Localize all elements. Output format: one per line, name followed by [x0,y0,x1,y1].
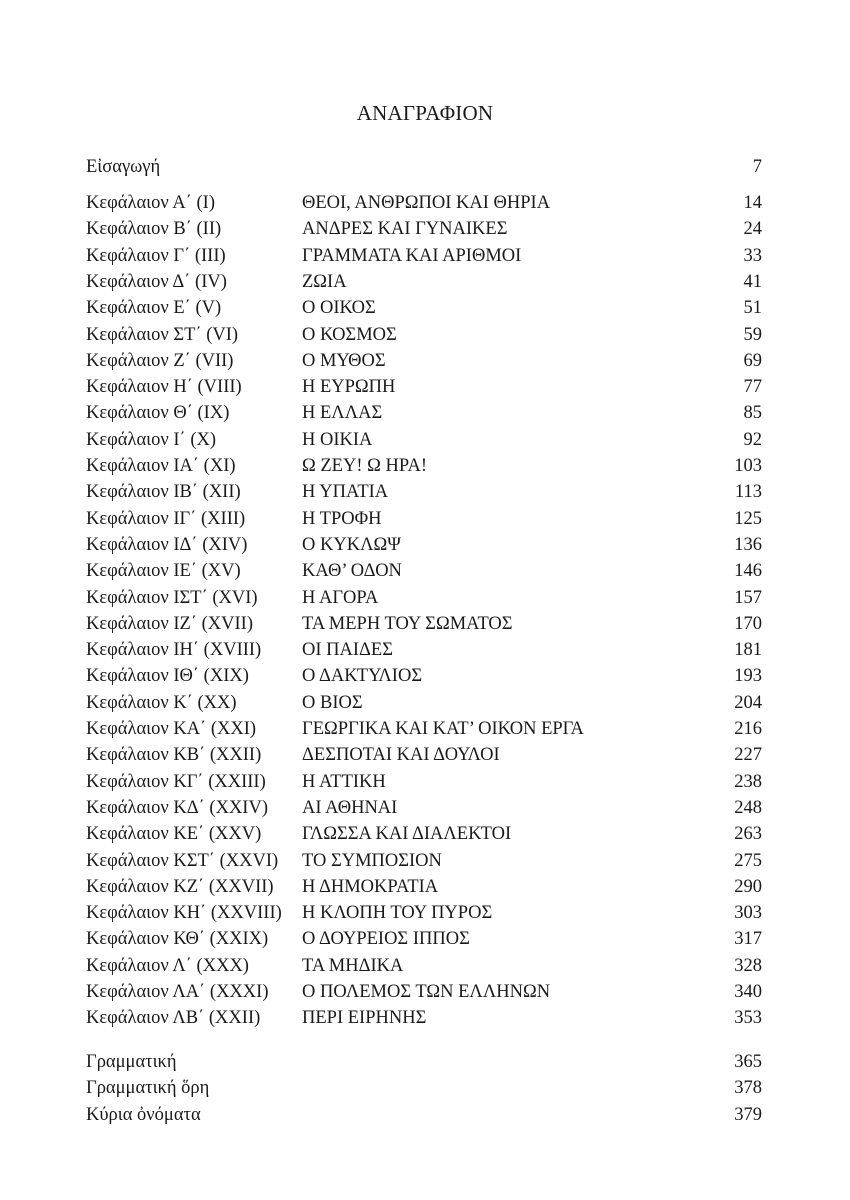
toc-chapter-row [86,611,762,637]
toc-chapter-row [86,953,762,979]
chapter-label: Κεφάλαιον ΙΒ΄ (XII) [86,482,241,503]
chapter-title: ΟΙ ΠΑΙΔΕΣ [302,640,393,661]
toc-page-number: 170 [734,613,762,634]
chapter-label: Κεφάλαιον ΚΑ΄ (XXI) [86,719,257,739]
chapter-label: Κεφάλαιον ΚΒ΄ (XXII) [86,745,262,766]
toc-page-number: 113 [734,482,762,503]
toc-page-number: 328 [734,955,762,976]
chapter-title: Ο ΟΙΚΟΣ [302,298,376,319]
appendix-label: Γραμματική ὅρη [86,1078,210,1099]
toc-page-number: 290 [734,876,762,897]
toc-chapter-row [86,374,762,400]
chapter-title: ΤΑ ΜΗΔΙΚΑ [302,955,404,976]
chapter-label: Κεφάλαιον Γ΄ (III) [86,245,226,266]
toc-page-number: 379 [734,1104,762,1125]
chapter-label: Κεφάλαιον Δ΄ (IV) [86,271,227,292]
toc-page-number: 85 [743,403,762,424]
chapter-title: Η ΑΓΟΡΑ [302,587,379,608]
toc-chapter-row [86,1005,762,1031]
toc-page-number: 317 [734,929,762,950]
chapter-title: ΠΕΡΙ ΕΙΡΗΝΗΣ [302,1008,427,1029]
chapter-label: Κεφάλαιον Ζ΄ (VII) [86,350,234,371]
toc-chapter-row [86,663,762,689]
chapter-title: ΑΝΔΡΕΣ ΚΑΙ ΓΥΝΑΙΚΕΣ [302,219,508,240]
chapter-label: Κεφάλαιον ΙΑ΄ (XI) [86,456,236,476]
toc-page-number: 227 [734,745,762,766]
chapter-title: Η ΔΗΜΟΚΡΑΤΙΑ [302,876,439,897]
toc-appendix-row [86,1102,762,1128]
toc-chapter-row [86,821,762,847]
chapter-label: Κεφάλαιον Κ΄ (XX) [86,692,237,713]
chapter-title: Ο ΔΟΥΡΕΙΟΣ ΙΠΠΟΣ [302,929,470,950]
chapter-title: Ο ΜΥΘΟΣ [302,350,386,371]
chapter-title: ΤΟ ΣΥΜΠΟΣΙΟΝ [302,850,442,871]
chapter-label: Κεφάλαιον ΙΓ΄ (XIII) [86,508,246,529]
chapter-label: Κεφάλαιον ΚΣΤ΄ (XXVI) [86,850,279,871]
chapter-title: ΓΕΩΡΓΙΚΑ ΚΑΙ ΚΑΤ’ ΟΙΚΟΝ ΕΡΓΑ [302,719,584,739]
chapter-label: Κεφάλαιον Ι΄ (X) [86,429,217,450]
toc-intro-row [86,154,762,180]
chapter-label: Κεφάλαιον ΙΖ΄ (XVII) [86,613,253,634]
toc-page-number: 275 [734,850,762,871]
toc-chapter-row [86,690,762,716]
chapter-label: Κεφάλαιον ΚΖ΄ (XXVII) [86,876,274,897]
chapter-title: Η ΕΛΛΑΣ [302,403,383,424]
toc-page-number: 146 [734,561,762,582]
chapter-title: Η ΑΤΤΙΚΗ [302,771,386,792]
toc-chapter-row [86,769,762,795]
toc-chapter-row [86,216,762,242]
toc-chapter-row [86,716,762,742]
chapter-label: Κεφάλαιον Λ΄ (XXX) [86,955,249,976]
toc-page-number: 33 [743,245,762,266]
chapter-label: Κεφάλαιον ΚΘ΄ (XXIX) [86,929,269,950]
toc-page-number: 353 [734,1008,762,1029]
toc-chapter-row [86,979,762,1005]
toc-chapter-row [86,532,762,558]
chapter-title: ΚΑΘ’ ΟΔΟΝ [302,561,402,582]
chapter-title: Η ΕΥΡΩΠΗ [302,377,396,398]
toc-page-number: 24 [743,219,762,240]
chapter-label: Κεφάλαιον ΚΓ΄ (XXIII) [86,771,266,792]
chapter-label: Κεφάλαιον Θ΄ (IX) [86,403,230,424]
toc-chapter-row [86,848,762,874]
chapter-title: Η ΤΡΟΦΗ [302,508,382,529]
chapter-title: ΓΡΑΜΜΑΤΑ ΚΑΙ ΑΡΙΘΜΟΙ [302,245,522,266]
toc-page-number: 136 [734,534,762,555]
chapter-label: Κεφάλαιον ΛΑ΄ (XXXI) [86,982,269,1002]
toc-chapter-row [86,900,762,926]
toc-page-number: 77 [743,377,762,398]
chapter-title: Ο ΠΟΛΕΜΟΣ ΤΩΝ ΕΛΛΗΝΩΝ [302,982,551,1002]
chapter-title: ΖΩΙΑ [302,271,347,292]
chapter-label: Κεφάλαιον Α΄ (I) [86,193,215,213]
chapter-label: Κεφάλαιον Ε΄ (V) [86,298,222,319]
chapter-label: Κεφάλαιον ΙΗ΄ (XVIII) [86,640,262,661]
toc-chapter-row [86,585,762,611]
toc-chapter-row [86,637,762,663]
toc-chapter-row [86,427,762,453]
toc-page-number: 263 [734,824,762,845]
chapter-title: Ο ΒΙΟΣ [302,692,363,713]
toc-chapter-row [86,926,762,952]
chapter-label: Κεφάλαιον ΙΣΤ΄ (XVI) [86,587,258,608]
toc-page-number: 92 [743,429,762,450]
chapter-label: Κεφάλαιον ΙΕ΄ (XV) [86,561,241,582]
toc-chapter-row [86,558,762,584]
toc-page-number: 125 [734,508,762,529]
toc-chapter-row [86,874,762,900]
toc-page-number: 365 [734,1052,762,1072]
toc-page-number: 69 [743,350,762,371]
toc-page-number: 193 [734,666,762,687]
chapter-title: ΔΕΣΠΟΤΑΙ ΚΑΙ ΔΟΥΛΟΙ [302,745,500,766]
toc-page-number: 378 [734,1078,762,1099]
toc-chapter-row [86,506,762,532]
toc-page-number: 303 [734,903,762,924]
toc-appendix-row [86,1075,762,1101]
chapter-title: Η ΟΙΚΙΑ [302,429,373,450]
toc-page-number: 204 [734,692,762,713]
toc-page-number: 51 [743,298,762,319]
toc-chapter-row [86,479,762,505]
toc-page-number: 340 [734,982,762,1002]
toc-chapter-row [86,453,762,479]
chapter-label: Κεφάλαιον ΚΔ΄ (XXIV) [86,797,268,818]
toc-chapter-row [86,795,762,821]
chapter-label: Κεφάλαιον ΣΤ΄ (VI) [86,324,239,345]
toc-chapter-row [86,322,762,348]
toc-page-number: 238 [734,771,762,792]
chapter-label: Κεφάλαιον ΙΘ΄ (XIX) [86,666,249,687]
toc-chapter-row [86,348,762,374]
appendix-label: Γραμματική [86,1052,177,1072]
chapter-title: Ο ΚΥΚΛΩΨ [302,534,401,555]
appendix-label: Κύρια ὀνόματα [86,1104,201,1125]
toc-appendix-row [86,1049,762,1075]
toc-page-number: 157 [734,587,762,608]
chapter-title: Η ΥΠΑΤΙΑ [302,482,389,503]
toc-page-number: 216 [734,719,762,739]
toc-page-number: 7 [752,157,762,177]
page-title: ΑΝΑΓΡΑΦΙΟΝ [356,101,494,125]
chapter-label: Κεφάλαιον ΛΒ΄ (XXII) [86,1008,261,1029]
toc-page-number: 103 [734,456,762,476]
toc-entry-label: Εἰσαγωγή [86,157,161,177]
chapter-title: Ο ΔΑΚΤΥΛΙΟΣ [302,666,423,687]
chapter-title: Ο ΚΟΣΜΟΣ [302,324,397,345]
toc-chapter-row [86,742,762,768]
toc-page-number: 41 [743,271,762,292]
toc-page-number: 14 [743,193,762,213]
toc-chapter-row [86,269,762,295]
chapter-label: Κεφάλαιον Η΄ (VIII) [86,377,242,398]
chapter-title: ΓΛΩΣΣΑ ΚΑΙ ΔΙΑΛΕΚΤΟΙ [302,824,512,845]
chapter-title: Η ΚΛΟΠΗ ΤΟΥ ΠΥΡΟΣ [302,903,493,924]
toc-page-number: 248 [734,797,762,818]
toc-chapter-row [86,400,762,426]
toc-page-number: 181 [734,640,762,661]
toc-chapter-row [86,295,762,321]
chapter-label: Κεφάλαιον ΚΗ΄ (XXVIII) [86,903,282,924]
chapter-title: ΤΑ ΜΕΡΗ ΤΟΥ ΣΩΜΑΤΟΣ [302,613,513,634]
chapter-title: ΘΕΟΙ, ΑΝΘΡΩΠΟΙ ΚΑΙ ΘΗΡΙΑ [302,193,551,213]
chapter-label: Κεφάλαιον ΙΔ΄ (XIV) [86,534,248,555]
chapter-label: Κεφάλαιον ΚΕ΄ (XXV) [86,824,262,845]
toc-chapter-row [86,190,762,216]
toc-page-number: 59 [743,324,762,345]
chapter-title: Ω ΖΕΥ! Ω ΗΡΑ! [302,456,427,476]
toc-chapter-row [86,243,762,269]
chapter-label: Κεφάλαιον Β΄ (II) [86,219,222,240]
chapter-title: ΑΙ ΑΘΗΝΑΙ [302,797,398,818]
